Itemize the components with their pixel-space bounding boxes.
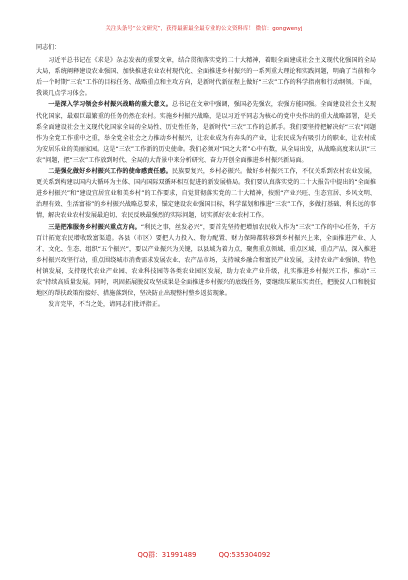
paragraph-text: 总书记在文章中强调，强国必先强农，农强方能国强。全面建设社会主义现代化国家，最艰巨最繁重的任务仍然在农村。实施乡村振兴战略，是以习近平同志为核心的党中央作出的重大战略部署，是关系全面建设社会主义现代化国家全局的全局性、历史性任务，是新时代“三农”工作的总抓手。我们要坚持把解决好“三农”问题作为全党工作重中之重，举全党全社会之力推动乡村振兴，让农业成为有奔头的产业，让农民成为有吸引力的职业，让农村成为安居乐业的美丽家园。这是“三农”工作新的历史使命。我们必须对“国之大者”心中有数，从全局出发，从战略高度来认识“三农”问题，把“三农”工作放到时代、全局的大背景中来分析研究、奋力开创全面推进乡村振兴新局面。: [36, 101, 377, 164]
paragraph-heading: 三是把准服务乡村振兴重点方向。: [48, 223, 141, 231]
document-body: [36, 36, 376, 310]
paragraph-point-2: [36, 166, 376, 221]
paragraph-text: 习近平总书记在《求是》杂志发表的重要文章，结合贯彻落实党的二十大精神，着眼全面建成社会主义现代化强国的全局大局，系统阐释建设农业强国、加快推进农业农村现代化、全面推进乡村振兴的一系列重大理论和实践问题，明确了当前和今后一个时期“三农”工作的目标任务、战略重点和主攻方向，是新时代新征程上做好“三农”工作的科学指南和行动纲领。下面，我谈几点学习体会。: [36, 57, 376, 98]
paragraph-heading: 一是深入学习领会乡村振兴战略的重大意义。: [48, 101, 172, 109]
paragraph-text: “利民之事，丝发必兴”，要首先坚持把增加农民收入作为“三农”工作的中心任务，千方百计拓宽农民增收致富渠道。各县（市区）要把人力投入、物力配置、财力保障都转移到乡村振兴上来，全面推进产业、人才、文化、生态、组织“五个振兴”，要以产业振兴为关键，以县域为着力点，聚焦重点领域、重点区域、重点产品，深入推进乡村振兴攻坚行动，重点围绕城市消费需求发展农业、农产品市场，支持城乡融合和富民产业发展，支持农业产业强镇、特色村镇发展，支持现代农业产业园、农业科技园等各类农业园区发展，助力农业产业升级，扎实推进乡村振兴工作，推动“三农”持续高质量发展。同时，巩固拓展脱贫攻坚成果是全面推进乡村振兴的底线任务，要继续压紧压实责任，把脱贫人口和脱贫地区的帮扶政策衔接好、措施落到位，坚决防止出现整村整乡返贫现象。: [36, 223, 377, 298]
header-banner: 关注头条号“公文研究”，获得最新最全最专业的公文资料库！ 微信：gongwenyj: [105, 26, 303, 32]
paragraph-point-1: [36, 99, 376, 166]
paragraph-point-3: [36, 222, 376, 300]
paragraph-intro: [36, 55, 376, 99]
paragraph-heading: 二是强化做好乡村振兴工作的使命感责任感。: [48, 168, 172, 176]
footer-qq: QQ:535304092: [218, 551, 271, 559]
salutation: 同志们：: [36, 44, 61, 51]
footer-contacts: [0, 549, 408, 559]
paragraph-text: 民族要复兴，乡村必振兴。做好乡村振兴工作，不仅关系到农村农业发展，更关系到构建以国内大循环为主体、国内国际双循环相互促进的新发展格局。我们要认真落实党的二十大报告中提出的“全面推进乡村振兴”和“建设宜居宜业和美乡村”的工作要求，自觉贯彻落实党的二十大精神，按照“产业兴旺、生态宜居、乡风文明、治理有效、生活富裕”的乡村振兴战略总要求，锚定建设农业强国目标，科学谋划和推进“三农”工作，多做打基础、利长远的事情，解决农业农村发展最迫切、农民反映最强烈的实际问题，切实抓好农业农村工作。: [36, 168, 377, 220]
footer-qq-group: QQ群：31991489: [137, 551, 197, 559]
closing-remark: 发言完毕，不当之处，请同志们批评指正。: [48, 301, 164, 309]
